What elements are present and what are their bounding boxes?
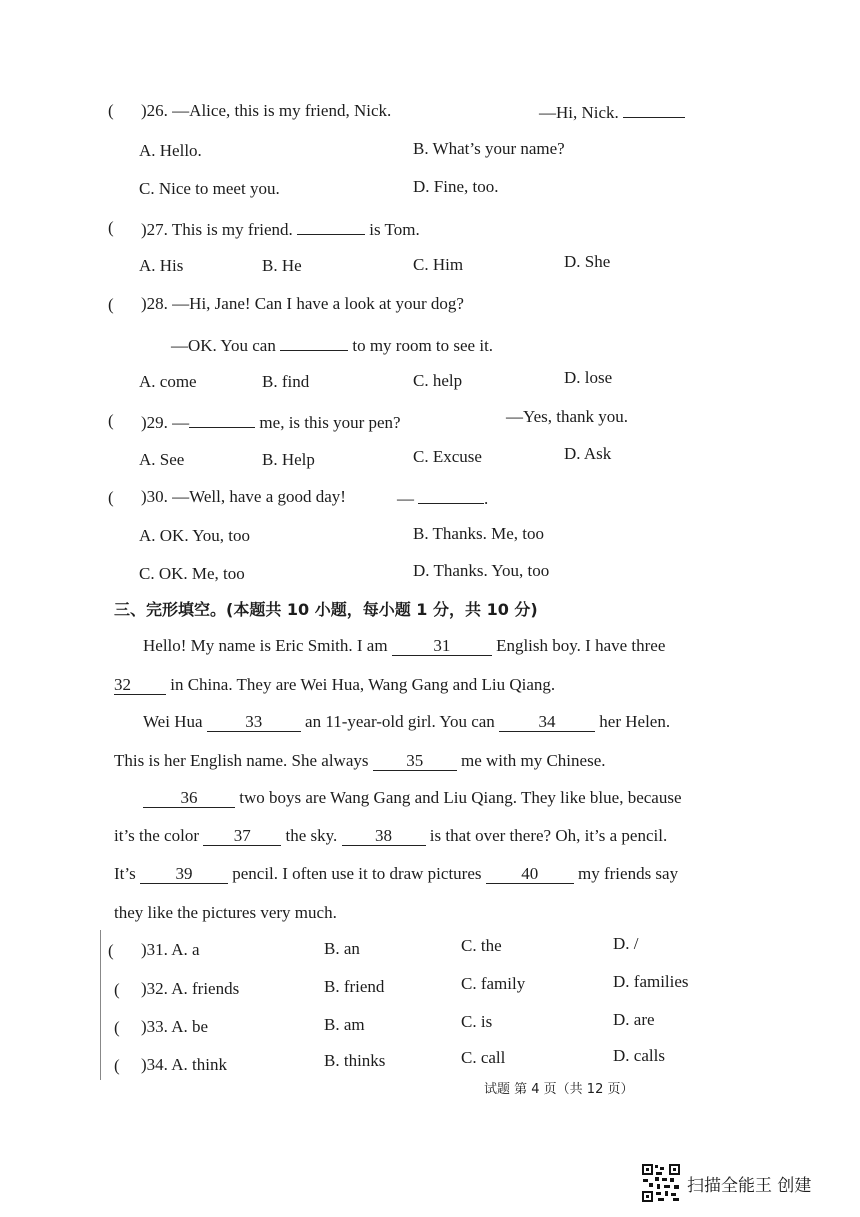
- passage-text: is that over there? Oh, it’s a pencil.: [429, 826, 668, 845]
- option-text: Thanks. Me, too: [432, 524, 544, 543]
- option-letter: A.: [139, 256, 156, 275]
- blank-32: 32: [114, 676, 166, 695]
- question-stem: —: [172, 413, 190, 432]
- option-text: Thanks. You, too: [433, 561, 550, 580]
- cloze-32-num: [141, 978, 239, 1000]
- passage-line-2: [114, 674, 555, 696]
- option-text: friends: [192, 979, 240, 998]
- option-text: OK. You, too: [159, 526, 251, 545]
- option-text: OK. Me, too: [158, 564, 245, 583]
- blank-34: 34: [499, 713, 595, 732]
- blank-39: 39: [140, 865, 228, 884]
- cloze-31-b: [324, 938, 360, 960]
- option-27-b: [262, 255, 302, 277]
- option-text: help: [432, 371, 463, 390]
- question-number: )27.: [141, 220, 168, 239]
- option-letter: B.: [324, 939, 340, 958]
- option-letter: C.: [139, 564, 155, 583]
- passage-text: me with my Chinese.: [461, 751, 606, 770]
- option-text: Hello.: [159, 141, 202, 160]
- option-text: thinks: [343, 1051, 386, 1070]
- cloze-31-c: [461, 935, 502, 957]
- passage-text: the sky.: [285, 826, 338, 845]
- option-29-c: [413, 446, 482, 468]
- question-stem: —Well, have a good day!: [172, 487, 346, 506]
- reply-text: —: [397, 489, 414, 508]
- passage-text: This is her English name. She always: [114, 751, 369, 770]
- option-30-b: [413, 523, 544, 545]
- option-letter: A.: [139, 372, 156, 391]
- passage-line-4: [114, 750, 605, 772]
- option-29-a: [139, 449, 184, 471]
- answer-paren-27: (: [108, 218, 114, 237]
- option-letter: C.: [413, 255, 429, 274]
- question-number: )32.: [141, 979, 168, 998]
- option-text: See: [159, 450, 185, 469]
- passage-text: it’s the color: [114, 826, 199, 845]
- answer-paren-26: (: [108, 101, 114, 120]
- passage-text: It’s: [114, 864, 136, 883]
- option-text: Ask: [583, 444, 612, 463]
- question-29-reply: —Yes, thank you.: [506, 407, 629, 426]
- option-text: Excuse: [432, 447, 482, 466]
- question-number: )26.: [141, 101, 168, 120]
- option-letter: D.: [564, 444, 581, 463]
- option-text: friend: [343, 977, 385, 996]
- option-letter: B.: [262, 372, 278, 391]
- answer-paren-30: (: [108, 488, 114, 507]
- option-letter: A.: [171, 979, 188, 998]
- option-text: be: [192, 1017, 209, 1036]
- option-text: Nice to meet you.: [158, 179, 280, 198]
- option-letter: C.: [461, 974, 477, 993]
- option-29-d: [564, 443, 611, 465]
- blank-38: 38: [342, 827, 426, 846]
- cloze-33-num: [141, 1016, 208, 1038]
- option-letter: A.: [139, 141, 156, 160]
- cloze-31-num: [141, 939, 200, 961]
- option-letter: C.: [413, 371, 429, 390]
- question-stem-end: is Tom.: [369, 220, 420, 239]
- cloze-33-c: [461, 1011, 492, 1033]
- option-27-a: [139, 255, 183, 277]
- option-text: calls: [633, 1046, 665, 1065]
- margin-line: [100, 930, 101, 1080]
- option-letter: B.: [262, 450, 278, 469]
- option-text: call: [480, 1048, 506, 1067]
- option-text: come: [159, 372, 197, 391]
- option-letter: A.: [139, 526, 156, 545]
- option-text: lose: [584, 368, 613, 387]
- cloze-34-b: [324, 1050, 385, 1072]
- option-letter: C.: [461, 1048, 477, 1067]
- cloze-34-d: [613, 1045, 665, 1067]
- option-28-a: [139, 371, 197, 393]
- option-letter: D.: [613, 1046, 630, 1065]
- answer-blank: [189, 409, 255, 428]
- question-number: )33.: [141, 1017, 168, 1036]
- option-27-c: [413, 254, 463, 276]
- option-text: What’s your name?: [432, 139, 565, 158]
- passage-text: Hello! My name is Eric Smith. I am: [143, 636, 388, 655]
- option-text: am: [343, 1015, 365, 1034]
- cloze-32-c: [461, 973, 525, 995]
- option-text: a: [192, 940, 200, 959]
- option-text: find: [281, 372, 310, 391]
- option-letter: C.: [413, 447, 429, 466]
- question-29: [141, 409, 401, 434]
- passage-line-1: [143, 635, 665, 657]
- option-text: the: [480, 936, 502, 955]
- option-letter: B.: [413, 524, 429, 543]
- page-footer: 试题 第 4 页（共 12 页）: [484, 1082, 634, 1097]
- question-number: )31.: [141, 940, 168, 959]
- option-letter: C.: [461, 936, 477, 955]
- question-26-reply: [539, 99, 685, 124]
- option-text: think: [192, 1055, 227, 1074]
- blank-37: 37: [203, 827, 281, 846]
- passage-text: my friends say: [578, 864, 679, 883]
- question-number: )30.: [141, 487, 168, 506]
- cloze-34-c: [461, 1047, 505, 1069]
- option-letter: D.: [613, 1010, 630, 1029]
- option-text: families: [633, 972, 689, 991]
- option-letter: D.: [613, 972, 630, 991]
- question-27: [141, 216, 420, 241]
- option-28-d: [564, 367, 612, 389]
- cloze-32-b: [324, 976, 384, 998]
- passage-text: in China. They are Wei Hua, Wang Gang and Liu Qiang.: [170, 675, 556, 694]
- cloze-32-d: [613, 971, 689, 993]
- answer-paren-28: (: [108, 295, 114, 314]
- passage-line-7: [114, 863, 678, 885]
- option-text: Fine, too.: [433, 177, 499, 196]
- reply-text: —Hi, Nick.: [539, 103, 619, 122]
- option-letter: A.: [171, 1055, 188, 1074]
- option-30-a: [139, 525, 250, 547]
- blank-35: 35: [373, 752, 457, 771]
- question-30: [141, 486, 346, 508]
- passage-line-5: [143, 787, 682, 809]
- option-text: He: [281, 256, 302, 275]
- answer-blank: [623, 99, 685, 118]
- option-letter: B.: [324, 1051, 340, 1070]
- option-text: Him: [432, 255, 464, 274]
- option-text: an: [343, 939, 360, 958]
- section-title: 三、完形填空。(本题共 10 小题，每小题 1 分，共 10 分): [114, 600, 538, 619]
- question-stem-end: me, is this your pen?: [259, 413, 401, 432]
- question-stem: This is my friend.: [171, 220, 293, 239]
- option-text: is: [480, 1012, 493, 1031]
- option-26-a: [139, 140, 202, 162]
- cloze-31-d: [613, 933, 639, 955]
- option-letter: B.: [413, 139, 429, 158]
- period: .: [484, 489, 489, 508]
- answer-blank: [297, 216, 365, 235]
- answer-blank: [280, 332, 348, 351]
- option-text: are: [633, 1010, 655, 1029]
- option-text: Help: [281, 450, 315, 469]
- option-30-d: [413, 560, 549, 582]
- blank-33: 33: [207, 713, 301, 732]
- answer-paren-34: (: [114, 1056, 120, 1075]
- option-letter: A.: [171, 1017, 188, 1036]
- option-letter: A.: [139, 450, 156, 469]
- passage-line-6: [114, 825, 667, 847]
- option-letter: D.: [413, 177, 430, 196]
- question-30-reply: [397, 485, 488, 510]
- cloze-33-b: [324, 1014, 365, 1036]
- answer-paren-33: (: [114, 1018, 120, 1037]
- question-28: [141, 293, 464, 315]
- blank-36: 36: [143, 789, 235, 808]
- question-stem: —Hi, Jane! Can I have a look at your dog?: [172, 294, 464, 313]
- passage-text: English boy. I have three: [496, 636, 666, 655]
- option-29-b: [262, 449, 315, 471]
- answer-blank: [418, 485, 484, 504]
- passage-text: two boys are Wang Gang and Liu Qiang. They like blue, because: [239, 788, 682, 807]
- option-28-c: [413, 370, 462, 392]
- question-28-line2: [171, 332, 493, 357]
- option-letter: A.: [171, 940, 188, 959]
- cloze-33-d: [613, 1009, 655, 1031]
- passage-text: her Helen.: [599, 712, 671, 731]
- question-number: )29.: [141, 413, 168, 432]
- answer-paren-32: (: [114, 980, 120, 999]
- option-letter: D.: [564, 252, 581, 271]
- question-stem: —Alice, this is my friend, Nick.: [172, 101, 392, 120]
- blank-31: 31: [392, 637, 492, 656]
- option-26-c: [139, 178, 280, 200]
- option-27-d: [564, 251, 610, 273]
- passage-line-3: [143, 711, 670, 733]
- question-stem-end: to my room to see it.: [352, 336, 494, 355]
- question-number: )34.: [141, 1055, 168, 1074]
- passage-text: Wei Hua: [143, 712, 203, 731]
- answer-paren-29: (: [108, 411, 114, 430]
- watermark-text: 扫描全能王 创建: [687, 1176, 812, 1196]
- option-text: family: [480, 974, 526, 993]
- option-letter: D.: [613, 934, 630, 953]
- option-letter: C.: [139, 179, 155, 198]
- option-30-c: [139, 563, 245, 585]
- option-text: /: [633, 934, 639, 953]
- passage-line-8: they like the pictures very much.: [114, 903, 337, 922]
- option-26-b: [413, 138, 565, 160]
- blank-40: 40: [486, 865, 574, 884]
- option-letter: D.: [564, 368, 581, 387]
- option-letter: D.: [413, 561, 430, 580]
- option-letter: C.: [461, 1012, 477, 1031]
- option-letter: B.: [324, 977, 340, 996]
- option-letter: B.: [324, 1015, 340, 1034]
- question-26: [141, 100, 391, 122]
- question-stem: —OK. You can: [171, 336, 276, 355]
- option-26-d: [413, 176, 498, 198]
- passage-text: an 11-year-old girl. You can: [305, 712, 495, 731]
- option-text: His: [159, 256, 184, 275]
- option-28-b: [262, 371, 309, 393]
- passage-text: pencil. I often use it to draw pictures: [232, 864, 482, 883]
- cloze-34-num: [141, 1054, 227, 1076]
- option-letter: B.: [262, 256, 278, 275]
- question-number: )28.: [141, 294, 168, 313]
- option-text: She: [584, 252, 611, 271]
- qr-code-icon: [641, 1163, 681, 1203]
- answer-paren-31: (: [108, 941, 114, 960]
